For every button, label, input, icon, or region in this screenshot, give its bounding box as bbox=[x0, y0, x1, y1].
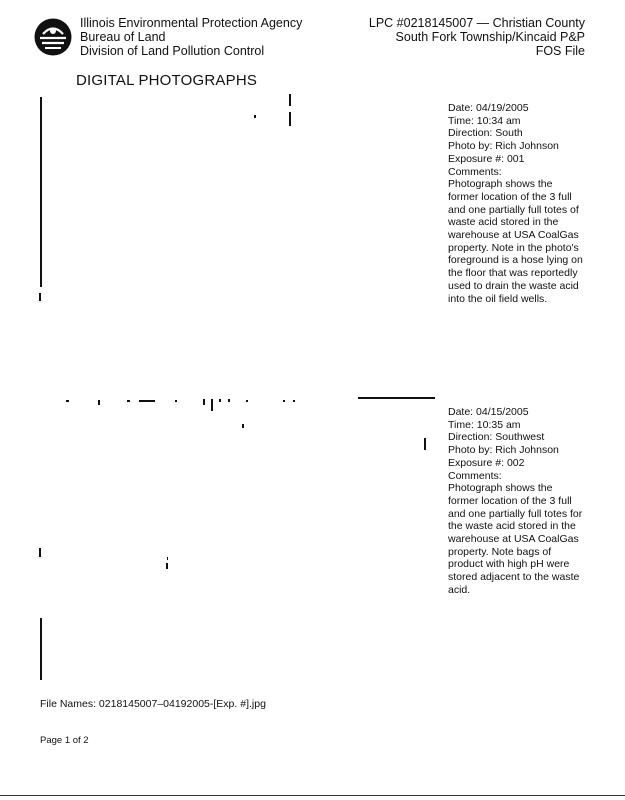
scan-artifact bbox=[289, 112, 291, 126]
scan-artifact bbox=[228, 399, 230, 402]
photo-time: Time: 10:35 am bbox=[448, 418, 521, 431]
photo-exposure: Exposure #: 002 bbox=[448, 456, 525, 469]
scan-artifact bbox=[39, 293, 41, 301]
photo-direction: Direction: Southwest bbox=[448, 431, 545, 444]
scan-artifact bbox=[40, 97, 42, 287]
agency-block bbox=[80, 16, 302, 58]
page-title: DIGITAL PHOTOGRAPHS bbox=[76, 72, 258, 89]
agency-name: Illinois Environmental Protection Agency bbox=[80, 16, 303, 30]
bureau-name: Bureau of Land bbox=[80, 30, 166, 44]
scan-artifact bbox=[66, 400, 69, 402]
bottom-rule bbox=[0, 795, 625, 796]
file-names: File Names: 0218145007–04192005-[Exp. #].jpg bbox=[40, 698, 266, 710]
scan-artifact bbox=[175, 400, 177, 402]
photo-comments: Photograph shows the former location of the 3 full and one partially full totes for the waste acid stored in the warehouse at USA CoalGas property. Note bags of product with high pH were stored adjacent to the waste acid. bbox=[448, 482, 583, 596]
file-type: FOS File bbox=[535, 44, 585, 58]
photo-photographer: Photo by: Rich Johnson bbox=[448, 444, 559, 457]
photo-exposure: Exposure #: 001 bbox=[448, 152, 525, 165]
division-name: Division of Land Pollution Control bbox=[80, 44, 265, 58]
site-block bbox=[369, 16, 585, 58]
scan-artifact bbox=[424, 438, 426, 450]
scan-artifact bbox=[283, 400, 285, 402]
site-name: South Fork Township/Kincaid P&P bbox=[395, 30, 585, 44]
photo-2-info bbox=[448, 406, 583, 597]
scan-artifact bbox=[203, 399, 205, 405]
lpc-number: LPC #0218145007 — Christian County bbox=[368, 16, 585, 30]
scan-artifact bbox=[211, 399, 213, 411]
scan-artifact bbox=[242, 424, 244, 428]
scan-artifact bbox=[358, 397, 435, 399]
scan-artifact bbox=[127, 400, 130, 402]
scan-artifact bbox=[40, 618, 42, 680]
photo-date: Date: 04/15/2005 bbox=[448, 406, 529, 418]
scan-artifact bbox=[98, 400, 100, 405]
photo-comments: Photograph shows the former location of the 3 full and one partially full totes of waste acid stored in the warehouse at USA CoalGas property. Note in the photo's foreground is a hose lying on the floor that was reportedly used to drain the waste acid into the oil field wells. bbox=[448, 178, 583, 305]
scan-artifact bbox=[139, 400, 155, 402]
photo-comments-label: Comments: bbox=[448, 469, 502, 482]
scan-artifact bbox=[166, 563, 168, 569]
scan-artifact bbox=[39, 548, 41, 557]
photo-date: Date: 04/19/2005 bbox=[448, 102, 529, 114]
photo-comments-label: Comments: bbox=[448, 165, 502, 178]
photo-direction: Direction: South bbox=[448, 127, 523, 140]
photo-1-info bbox=[448, 102, 583, 305]
photo-photographer: Photo by: Rich Johnson bbox=[448, 140, 559, 153]
scan-artifact bbox=[219, 399, 221, 402]
scan-artifact bbox=[167, 557, 168, 560]
photo-time: Time: 10:34 am bbox=[448, 114, 521, 127]
illinois-epa-seal-icon bbox=[33, 17, 73, 57]
scan-artifact bbox=[254, 115, 256, 118]
scan-artifact bbox=[246, 400, 248, 402]
scan-artifact bbox=[293, 400, 295, 402]
page-number: Page 1 of 2 bbox=[40, 735, 89, 746]
scan-artifact bbox=[289, 94, 291, 106]
